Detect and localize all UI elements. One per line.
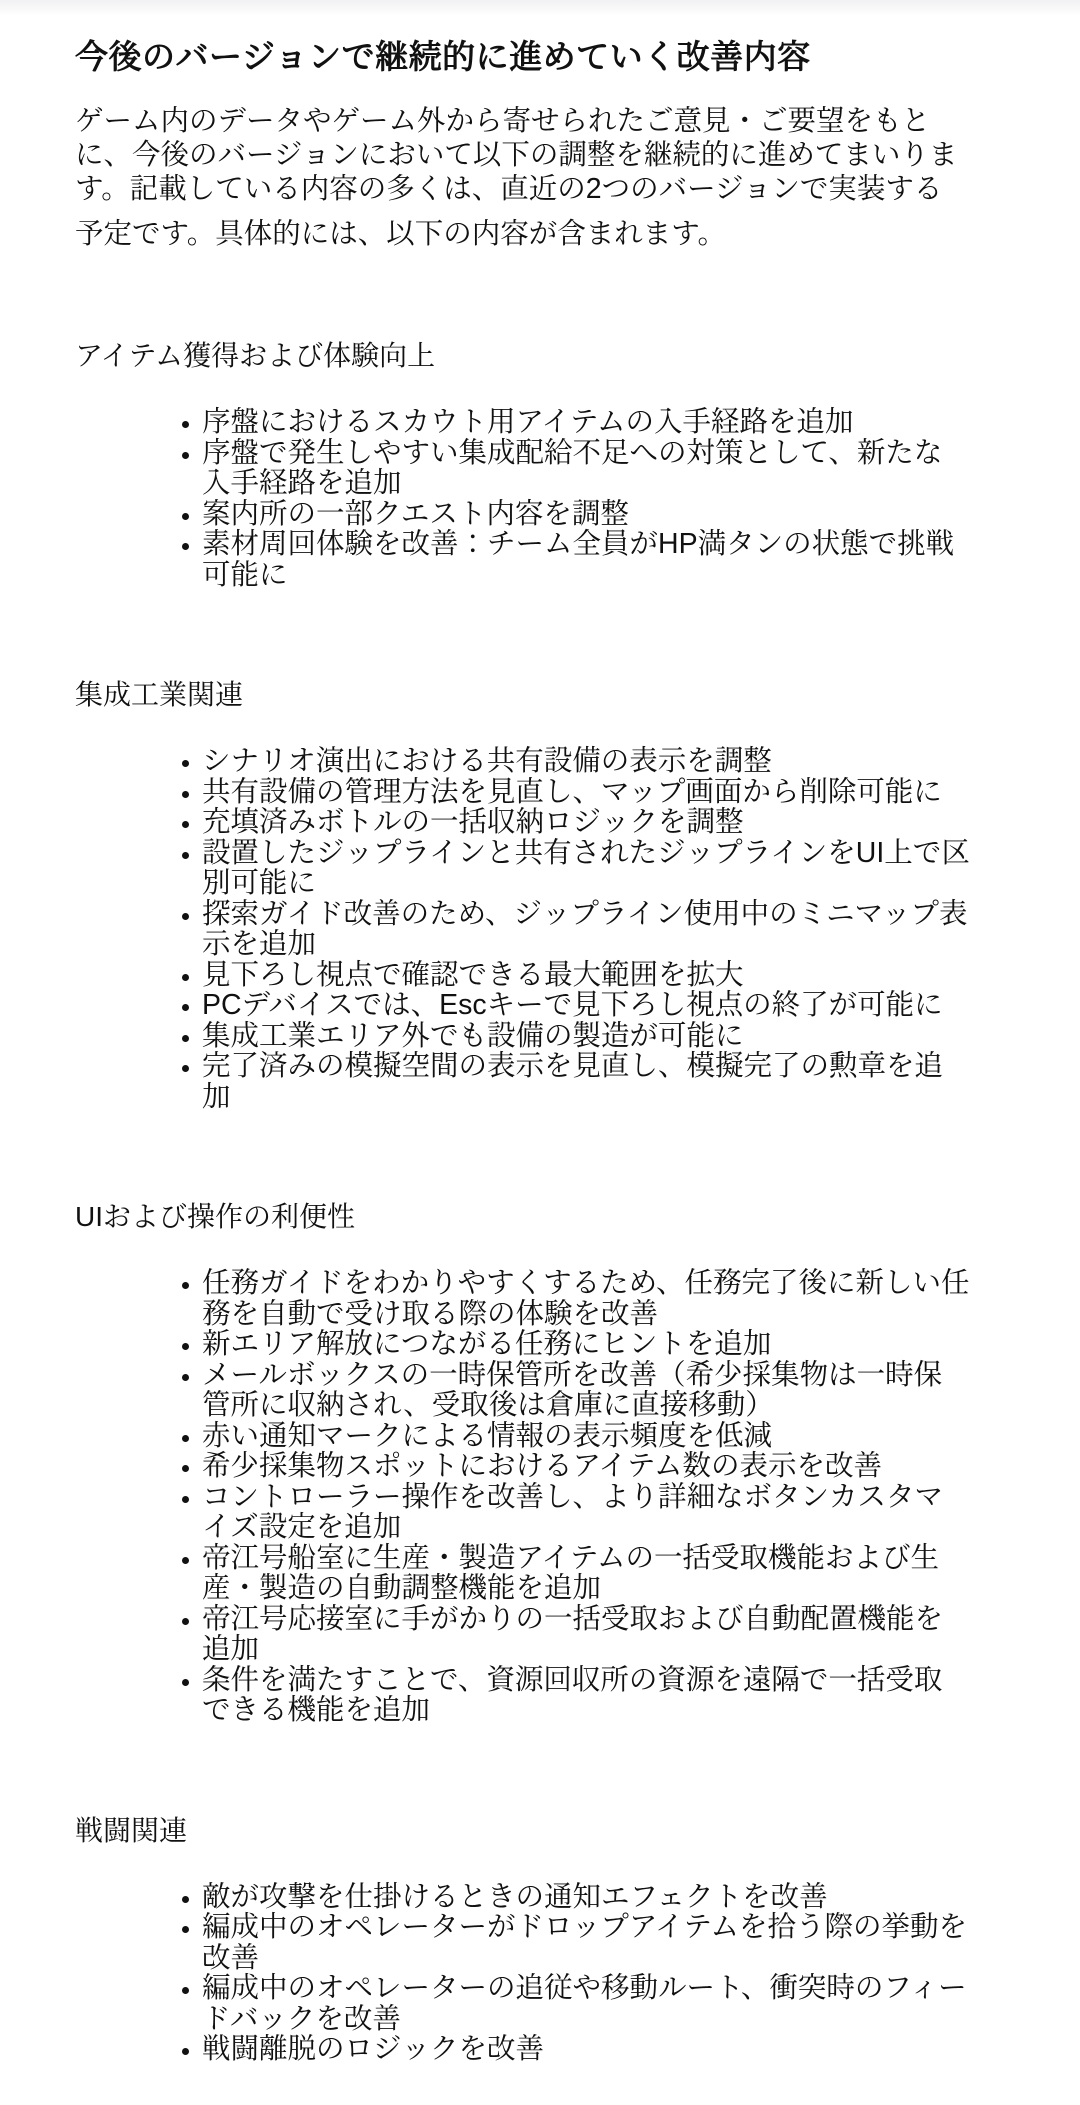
list-item: • 共有設備の管理方法を見直し、マップ画面から削除可能に: [202, 777, 970, 808]
list-item: • 新エリア解放につながる任務にヒントを追加: [202, 1329, 970, 1360]
section-heading: 集成工業関連: [75, 679, 244, 710]
list-item: • 任務ガイドをわかりやすくするため、任務完了後に新しい任務を自動で受け取る際の体験を改善: [202, 1268, 970, 1329]
list-item: • 案内所の一部クエスト内容を調整: [202, 499, 970, 530]
list-item: • 帝江号応接室に手がかりの一括受取および自動配置機能を追加: [202, 1604, 970, 1665]
list-item: • 編成中のオペレーターがドロップアイテムを拾う際の挙動を改善: [202, 1912, 970, 1973]
list-item: • シナリオ演出における共有設備の表示を調整: [202, 746, 970, 777]
section-heading: 戦闘関連: [75, 1814, 188, 1846]
bullet-list: [75, 1882, 970, 2065]
page-title: 今後のバージョンで継続的に進めていく改善内容: [75, 38, 811, 75]
section-heading: UIおよび操作の利便性: [75, 1201, 356, 1232]
list-item: • 素材周回体験を改善：チーム全員がHP満タンの状態で挑戦可能に: [202, 529, 970, 590]
list-item: • 探索ガイド改善のため、ジップライン使用中のミニマップ表示を追加: [202, 899, 970, 960]
section-integrated-industry: [75, 678, 970, 1112]
bullet-list: [75, 746, 970, 1112]
section-ui-convenience: [75, 1200, 970, 1726]
list-item: • 序盤で発生しやすい集成配給不足への対策として、新たな入手経路を追加: [202, 438, 970, 499]
intro-paragraph-continued: 予定です。具体的には、以下の内容が含まれます。: [75, 218, 726, 250]
list-item: • 敵が攻撃を仕掛けるときの通知エフェクトを改善: [202, 1882, 970, 1913]
intro-paragraph: ゲーム内のデータやゲーム外から寄せられたご意見・ご要望をもとに、今後のバージョンにおいて以下の調整を継続的に進めてまいります。記載している内容の多くは、直近の2つのバージョンで実装する: [75, 105, 958, 205]
list-item: • コントローラー操作を改善し、より詳細なボタンカスタマイズ設定を追加: [202, 1482, 970, 1543]
list-item: • 設置したジップラインと共有されたジップラインをUI上で区別可能に: [202, 838, 970, 899]
bullet-list: [75, 407, 970, 590]
list-item: • 充填済みボトルの一括収納ロジックを調整: [202, 807, 970, 838]
list-item: • 編成中のオペレーターの追従や移動ルート、衝突時のフィードバックを改善: [202, 1973, 970, 2034]
section-item-acquisition: [75, 339, 970, 590]
section-heading: アイテム獲得および体験向上: [75, 340, 436, 371]
list-item: • 完了済みの模擬空間の表示を見直し、模擬完了の勲章を追加: [202, 1051, 970, 1112]
bullet-list: [75, 1268, 970, 1726]
list-item: • 序盤におけるスカウト用アイテムの入手経路を追加: [202, 407, 970, 438]
list-item: • 戦闘離脱のロジックを改善: [202, 2034, 970, 2065]
list-item: • PCデバイスでは、Escキーで見下ろし視点の終了が可能に: [202, 990, 970, 1021]
list-item: • メールボックスの一時保管所を改善（希少採集物は一時保管所に収納され、受取後は倉庫に直接移動）: [202, 1360, 970, 1421]
list-item: • 見下ろし視点で確認できる最大範囲を拡大: [202, 960, 970, 991]
list-item: • 条件を満たすことで、資源回収所の資源を遠隔で一括受取できる機能を追加: [202, 1665, 970, 1726]
list-item: • 集成工業エリア外でも設備の製造が可能に: [202, 1021, 970, 1052]
list-item: • 帝江号船室に生産・製造アイテムの一括受取機能および生産・製造の自動調整機能を追加: [202, 1543, 970, 1604]
section-combat: [75, 1814, 970, 2065]
list-item: • 希少採集物スポットにおけるアイテム数の表示を改善: [202, 1451, 970, 1482]
list-item: • 赤い通知マークによる情報の表示頻度を低減: [202, 1421, 970, 1452]
